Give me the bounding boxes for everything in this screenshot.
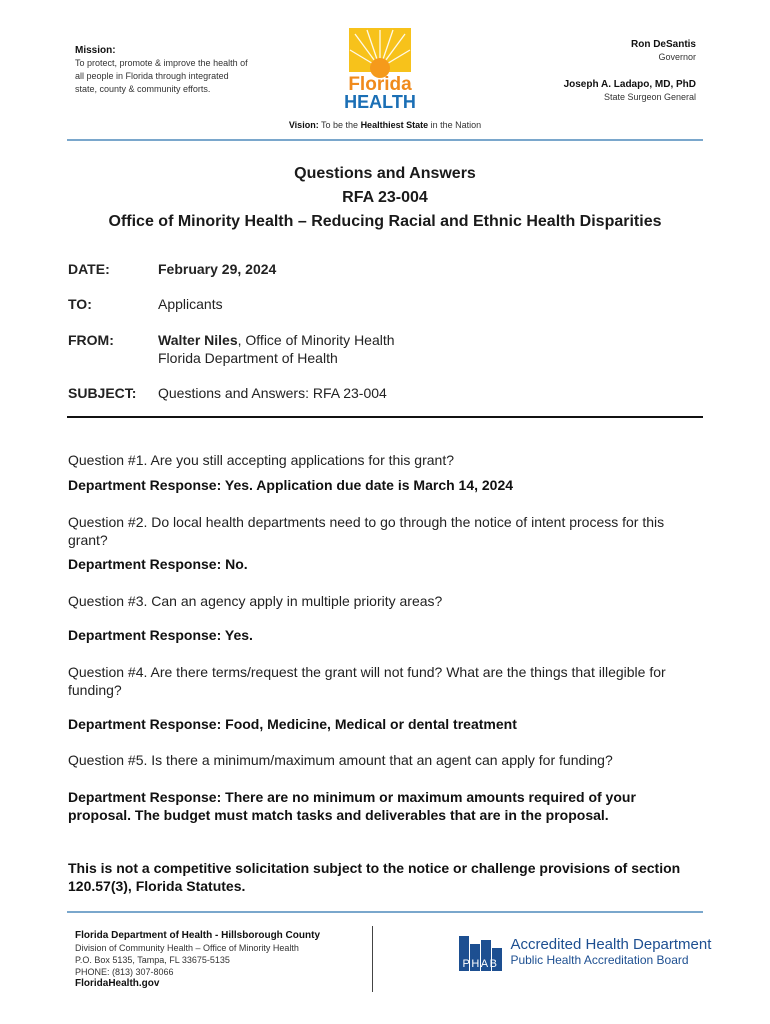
footer-org: Florida Department of Health - Hillsborough County xyxy=(75,930,320,941)
logo-text-top: Florida xyxy=(348,74,412,95)
from-label: FROM: xyxy=(68,332,114,348)
vision-label: Vision xyxy=(288,120,316,130)
document-titles xyxy=(0,162,770,234)
response-1: Department Response: Yes. Application due date is March 14, 2024 xyxy=(68,477,514,493)
subject-label: SUBJECT: xyxy=(68,385,137,401)
footer-divider xyxy=(67,911,703,913)
governor-title: Governor xyxy=(658,52,696,62)
legal-notice: This is not a competitive solicitation subject to the notice or challenge provisions of section 120.57(3), Florida Statutes. xyxy=(68,860,681,894)
question-1: Question #1. Are you still accepting applications for this grant? xyxy=(68,452,454,468)
mission-label: Mission xyxy=(75,45,113,56)
title-line-2: RFA 23-004 xyxy=(342,189,428,206)
response-3: Department Response: Yes. xyxy=(68,627,253,643)
phab-accreditation-logo xyxy=(459,936,711,971)
phab-line-2: Public Health Accreditation Board xyxy=(510,953,689,967)
memo-divider xyxy=(67,416,703,418)
footer-division: Division of Community Health – Office of Minority Health xyxy=(75,943,299,953)
question-2: Question #2. Do local health departments need to go through the notice of intent process for this grant? xyxy=(68,514,665,548)
question-5: Question #5. Is there a minimum/maximum amount that an agent can apply for funding? xyxy=(68,752,613,768)
phab-line-1: Accredited Health Department xyxy=(510,936,712,953)
title-line-1: Questions and Answers xyxy=(294,165,476,182)
title-line-3: Office of Minority Health – Reducing Racial and Ethnic Health Disparities xyxy=(108,213,662,230)
from-name: Walter Niles xyxy=(158,332,238,348)
phab-mark-icon xyxy=(459,936,502,971)
vision-statement: Vision: To be the Healthiest State in the Nation xyxy=(288,120,482,130)
to-value: Applicants xyxy=(158,296,223,312)
footer-phone: PHONE: (813) 307-8066 xyxy=(75,967,174,977)
response-2: Department Response: No. xyxy=(68,556,248,572)
mission-statement: Mission: To protect, promote & improve the health of all people in Florida through integrated state, county & community efforts. xyxy=(75,45,248,94)
response-5: Department Response: There are no minimum or maximum amounts required of your proposal. The budget must match tasks and deliverables that are in the proposal. xyxy=(68,789,636,823)
response-4: Department Response: Food, Medicine, Medical or dental treatment xyxy=(68,716,517,732)
officials-block xyxy=(564,38,696,104)
from-department: Florida Department of Health xyxy=(158,350,338,366)
header-divider xyxy=(67,139,703,141)
logo-text-bottom: HEALTH xyxy=(344,92,416,110)
mission-text: To protect, promote & improve the health of all people in Florida through integrated state, county & community efforts. xyxy=(75,58,248,94)
footer-separator xyxy=(372,926,373,992)
question-4: Question #4. Are there terms/request the grant will not fund? What are the things that illegible for funding? xyxy=(68,664,666,698)
date-label: DATE: xyxy=(68,261,110,277)
footer-contact xyxy=(75,930,320,990)
governor-name: Ron DeSantis xyxy=(630,39,696,50)
date-value: February 29, 2024 xyxy=(158,261,277,277)
from-office: , Office of Minority Health xyxy=(237,332,395,348)
subject-value: Questions and Answers: RFA 23-004 xyxy=(158,385,387,401)
florida-health-logo xyxy=(341,28,419,110)
phab-letters: PHAB xyxy=(462,958,499,970)
to-label: TO: xyxy=(68,296,92,312)
footer-website-link[interactable]: FloridaHealth.gov xyxy=(75,978,160,989)
footer-address: P.O. Box 5135, Tampa, FL 33675-5135 xyxy=(75,955,230,965)
surgeon-general-name: Joseph A. Ladapo, MD, PhD xyxy=(563,79,696,90)
surgeon-general-title: State Surgeon General xyxy=(603,92,696,102)
question-3: Question #3. Can an agency apply in multiple priority areas? xyxy=(68,593,443,609)
